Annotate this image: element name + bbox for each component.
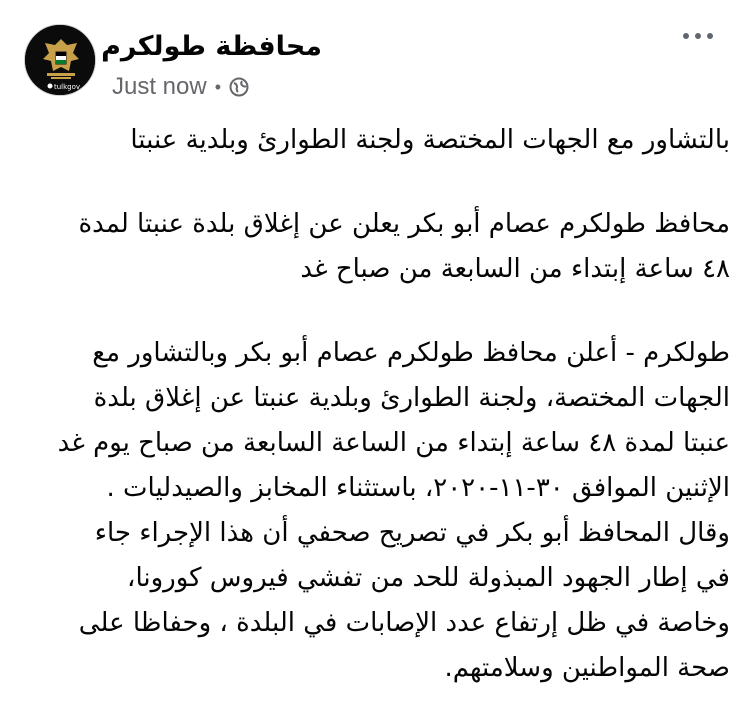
post-paragraph-intro: بالتشاور مع الجهات المختصة ولجنة الطوارئ وبلدية عنبتا — [130, 125, 730, 155]
more-horizontal-icon — [707, 33, 713, 39]
post-meta — [112, 72, 249, 102]
post-header — [0, 0, 750, 110]
meta-separator: • — [214, 76, 222, 97]
palestine-emblem-icon — [25, 25, 96, 96]
more-horizontal-icon — [683, 33, 689, 39]
globe-icon[interactable] — [229, 77, 249, 97]
page-name[interactable]: محافظة طولكرم — [101, 31, 322, 62]
avatar-handle: tulkgov — [54, 83, 81, 91]
paragraph-gap — [18, 292, 730, 331]
more-options-button[interactable] — [668, 18, 728, 54]
more-horizontal-icon — [695, 33, 701, 39]
post-timestamp[interactable]: Just now — [112, 73, 207, 100]
post-paragraph-headline: محافظ طولكرم عصام أبو بكر يعلن عن إغلاق بلدة عنبتا لمدة ٤٨ ساعة إبتداء من السابعة من صباح غد — [78, 209, 730, 284]
page-avatar[interactable] — [24, 24, 96, 96]
post-body — [18, 118, 730, 718]
paragraph-gap — [18, 163, 730, 202]
post-paragraph-details: طولكرم - أعلن محافظ طولكرم عصام أبو بكر وبالتشاور مع الجهات المختصة، ولجنة الطوارئ وبلدية عنبتا عن إغلاق بلدة عنبتا لمدة ٤٨ ساعة إبتداء من الساعة السابعة من صباح يوم غد الإثنين الموافق ٣٠-١١-٢٠٢٠، باستثناء المخابز والصيدليات . وقال المحافظ أبو بكر في تصريح صحفي أن هذا الإجراء جاء في إطار الجهود المبذولة للحد من تفشي فيروس كورونا، وخاصة في ظل إرتفاع عدد الإصابات في البلدة ، وحفاظا على صحة المواطنين وسلامتهم. — [57, 338, 730, 683]
